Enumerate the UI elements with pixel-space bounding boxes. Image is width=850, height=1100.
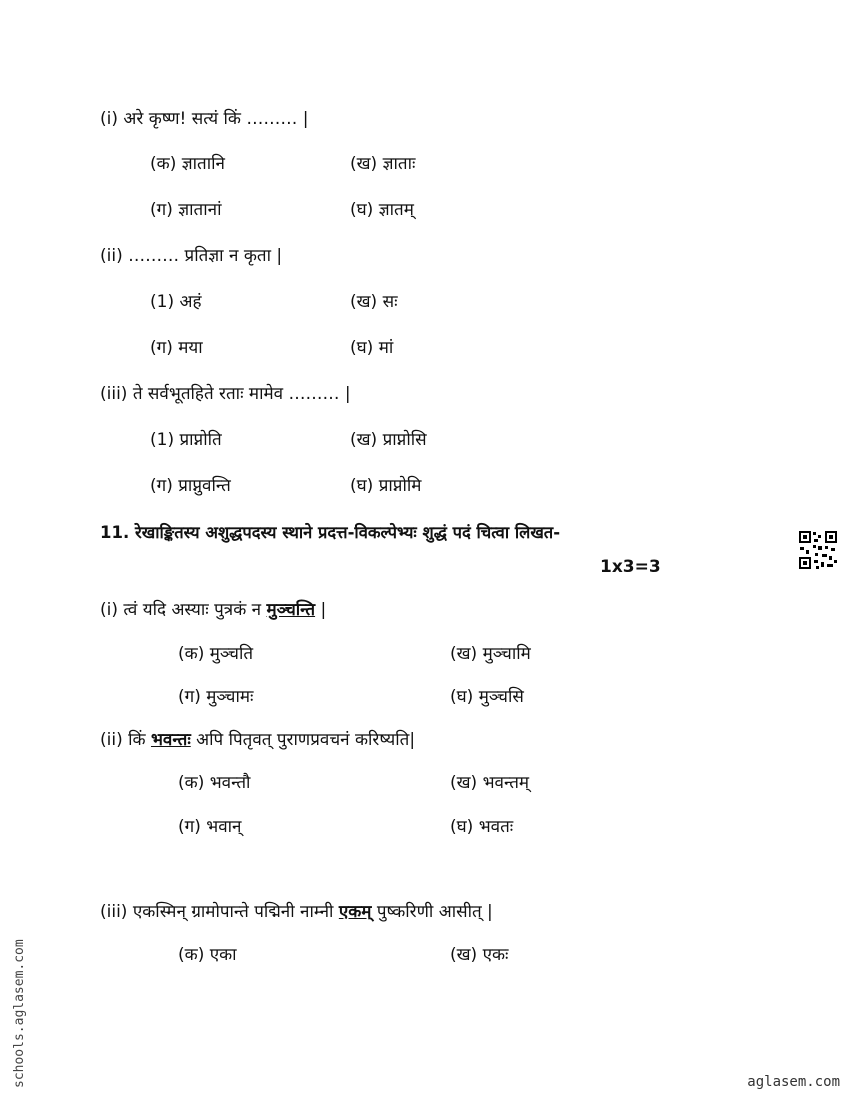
option: (घ) प्राप्नोमि <box>350 476 422 496</box>
q11-i-text: (i) त्वं यदि अस्याः पुत्रकं न <box>100 600 267 620</box>
option: (ग) भवान् <box>178 817 242 837</box>
option: (ग) प्राप्नुवन्ति <box>150 476 231 496</box>
option: (ख) प्राप्नोसि <box>350 430 427 450</box>
option: (ग) मया <box>150 338 203 358</box>
option: (घ) मां <box>350 338 394 358</box>
q11-iii-underlined: एकम् <box>338 902 372 922</box>
side-watermark: schools.aglasem.com <box>12 939 27 1088</box>
q11-ii-end: अपि पितृवत् पुराणप्रवचनं करिष्यति| <box>190 730 416 750</box>
q11-iii-end: पुष्करिणी आसीत् | <box>371 902 493 922</box>
option: (घ) ज्ञातम् <box>350 200 414 220</box>
option: (क) भवन्तौ <box>178 773 251 793</box>
option: (क) ज्ञातानि <box>150 154 225 174</box>
q11-i-underlined: मुञ्चन्ति <box>266 600 316 620</box>
q10-i-stem: (i) अरे कृष्ण! सत्यं किं ……… | <box>100 109 309 129</box>
q11-heading: 11. रेखाङ्कितस्य अशुद्धपदस्य स्थाने प्रदत्त-विकल्पेभ्यः शुद्धं पदं चित्वा लिखत- <box>100 523 561 542</box>
option: (ख) सः <box>350 292 398 312</box>
option: (घ) भवतः <box>450 817 514 837</box>
option: (ख) ज्ञाताः <box>350 154 416 174</box>
q10-iii-stem: (iii) ते सर्वभूतहिते रताः मामेव ……… | <box>100 384 351 404</box>
q11-ii-stem <box>100 729 415 751</box>
option: (ख) भवन्तम् <box>450 773 530 793</box>
option: (1) अहं <box>150 292 202 312</box>
option: (1) प्राप्नोति <box>150 430 222 450</box>
q10-ii-stem: (ii) ……… प्रतिज्ञा न कृता | <box>100 246 283 266</box>
option: (ख) मुञ्चामि <box>450 644 531 664</box>
qr-code-icon <box>798 530 838 570</box>
footer-watermark: aglasem.com <box>747 1074 840 1090</box>
q11-iii-text: (iii) एकस्मिन् ग्रामोपान्ते पद्मिनी नाम्नी <box>100 902 339 922</box>
q11-i-stem <box>100 599 326 621</box>
q11-iii-stem <box>100 901 493 923</box>
q11-ii-underlined: भवन्तः <box>150 730 191 750</box>
option: (क) मुञ्चति <box>178 644 254 664</box>
option: (क) एका <box>178 945 237 965</box>
q11-i-end: | <box>315 600 327 620</box>
option: (घ) मुञ्चसि <box>450 687 524 707</box>
q11-ii-text: (ii) किं <box>100 730 151 750</box>
option: (ग) ज्ञातानां <box>150 200 222 220</box>
q11-marks: 1x3=3 <box>600 557 661 577</box>
option: (ख) एकः <box>450 945 509 965</box>
option: (ग) मुञ्चामः <box>178 687 254 707</box>
